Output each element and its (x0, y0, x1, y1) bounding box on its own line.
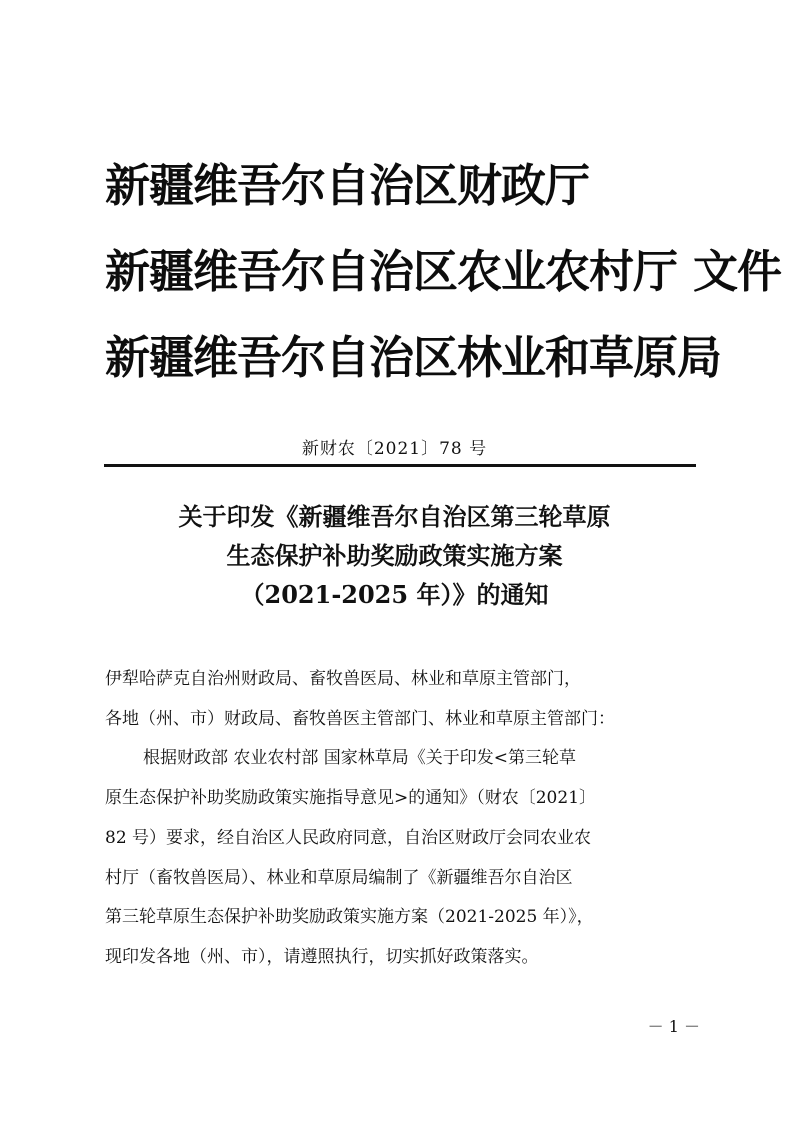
issuer-line-forestry-bureau: 新疆维吾尔自治区林业和草原局 (105, 331, 722, 384)
body-paragraph-line: 村厅（畜牧兽医局）、林业和草原局编制了《新疆维吾尔自治区 (105, 867, 573, 888)
issuer-line-finance-department: 新疆维吾尔自治区财政厅 (105, 159, 590, 212)
body-paragraph-line: 82 号）要求，经自治区人民政府同意，自治区财政厅会同农业农 (105, 827, 592, 848)
notice-title-line-3: （2021-2025 年）》的通知 (240, 580, 549, 609)
notice-title-line-2: 生态保护补助奖励政策实施方案 (226, 541, 563, 570)
body-paragraph-line: 第三轮草原生态保护补助奖励政策实施方案（2021-2025 年）》， (105, 907, 594, 928)
notice-body (105, 660, 695, 978)
body-paragraph-line: 现印发各地（州、市），请遵照执行，切实抓好政策落实。 (105, 946, 539, 967)
notice-title (0, 497, 789, 614)
body-paragraph-line: 原生态保护补助奖励政策实施指导意见>的通知》（财农〔2021〕 (105, 788, 597, 809)
body-paragraph-line: 根据财政部 农业农村部 国家林草局《关于印发<第三轮草 (143, 748, 577, 769)
document-type-label: 文件 (693, 245, 782, 298)
header-divider (104, 464, 696, 467)
notice-title-line-1: 关于印发《新疆维吾尔自治区第三轮草原 (178, 502, 611, 531)
addressee-line-1: 伊犁哈萨克自治州财政局、畜牧兽医局、林业和草原主管部门， (105, 669, 581, 689)
issuer-line-agriculture-department (105, 243, 781, 301)
issuer-name-agriculture: 新疆维吾尔自治区农业农村厅 (105, 245, 678, 298)
page-number: － 1 － (647, 1017, 700, 1036)
document-number: 新财农〔2021〕78 号 (301, 439, 488, 459)
addressee-line-2: 各地（州、市）财政局、畜牧兽医主管部门、林业和草原主管部门： (105, 708, 615, 729)
